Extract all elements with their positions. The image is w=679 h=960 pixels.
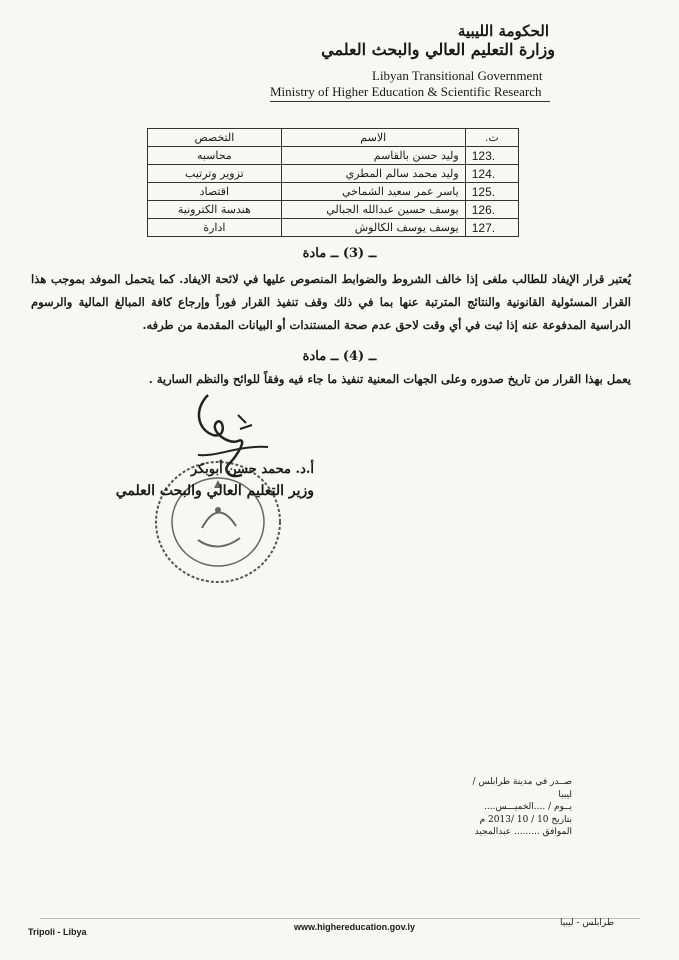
article-3-heading: ــ (3) ــ مادة (302, 246, 377, 261)
table-row (148, 147, 519, 165)
row-num: 124. (465, 165, 518, 183)
header-name: الاسم (281, 129, 465, 147)
students-table (147, 128, 519, 237)
footer-city-en: Tripoli - Libya (28, 927, 87, 937)
row-num: 125. (465, 183, 518, 201)
table-row (148, 165, 519, 183)
header-spec: التخصص (148, 129, 282, 147)
letterhead-rule (270, 101, 550, 102)
issue-hijri: الموافق ......... عبدالمجيد (474, 827, 572, 837)
signatory-name: أ.د. محمد حسن أبوبكر (190, 462, 314, 477)
row-num: 126. (465, 201, 518, 219)
article-3-text: يُعتبر قرار الإيفاد للطالب ملغى إذا خالف الشروط والضوابط المنصوص عليها في لائحة الايفاد. كما يتحمل الموفد بموجب هذا القرار المسئولية القانونية والنتائج المترتبة عنها بما في ذلك وقف تنفيذ القرار فوراً وإرجاع كافة المبالغ المالية والرسوم الدراسية المدفوعة عنه إذا ثبت في أي وقت لاحق عدم صحة المستندات أو البيانات المقدمة من طرفه. (31, 272, 631, 332)
signatory-title: وزير التعليم العالي والبحث العلمي (115, 483, 314, 499)
table-row (148, 219, 519, 237)
footer-rule (40, 918, 640, 919)
letterhead-ar-government: الحكومة الليبية (457, 22, 549, 40)
issue-date: بتاريخ 10 / 10 /2013 م (479, 814, 572, 825)
row-num: 127. (465, 219, 518, 237)
row-name: يوسف حسين عبدالله الجبالي (281, 201, 465, 219)
issue-place: صــدر في مدينة طرابلس / ليبيا (472, 777, 572, 800)
issue-day: يــوم / ....الخميـــس.... (484, 802, 572, 812)
row-spec: ادارة (148, 219, 282, 237)
letterhead-en-ministry: Ministry of Higher Education & Scientific Research (270, 84, 542, 99)
table-header-row (148, 129, 519, 147)
row-num: 123. (465, 147, 518, 165)
row-name: وليد محمد سالم المطري (281, 165, 465, 183)
article-4-heading: ــ (4) ــ مادة (302, 349, 377, 364)
letterhead-en-government: Libyan Transitional Government (372, 68, 543, 83)
signatory-block (116, 460, 314, 502)
footer-website: www.highereducation.gov.ly (294, 922, 416, 932)
row-name: وليد حسن بالقاسم (281, 147, 465, 165)
issue-block (462, 776, 572, 839)
row-name: ياسر عمر سعيد الشماخي (281, 183, 465, 201)
header-num: ت. (465, 129, 518, 147)
row-spec: اقتصاد (148, 183, 282, 201)
letterhead-ar-ministry: وزارة التعليم العالي والبحث العلمي (321, 40, 555, 59)
article-4-text: يعمل بهذا القرار من تاريخ صدوره وعلى الجهات المعنية تنفيذ ما جاء فيه وفقاً للوائح والنظم السارية . (148, 372, 631, 386)
letterhead-arabic (249, 22, 555, 60)
row-name: يوسف يوسف الكالوش (281, 219, 465, 237)
footer-city-ar: طرابلس - ليبيا (560, 918, 614, 928)
table-row (148, 201, 519, 219)
table-row (148, 183, 519, 201)
row-spec: محاسبه (148, 147, 282, 165)
row-spec: تزوير وترتيب (148, 165, 282, 183)
row-spec: هندسة الكترونية (148, 201, 282, 219)
